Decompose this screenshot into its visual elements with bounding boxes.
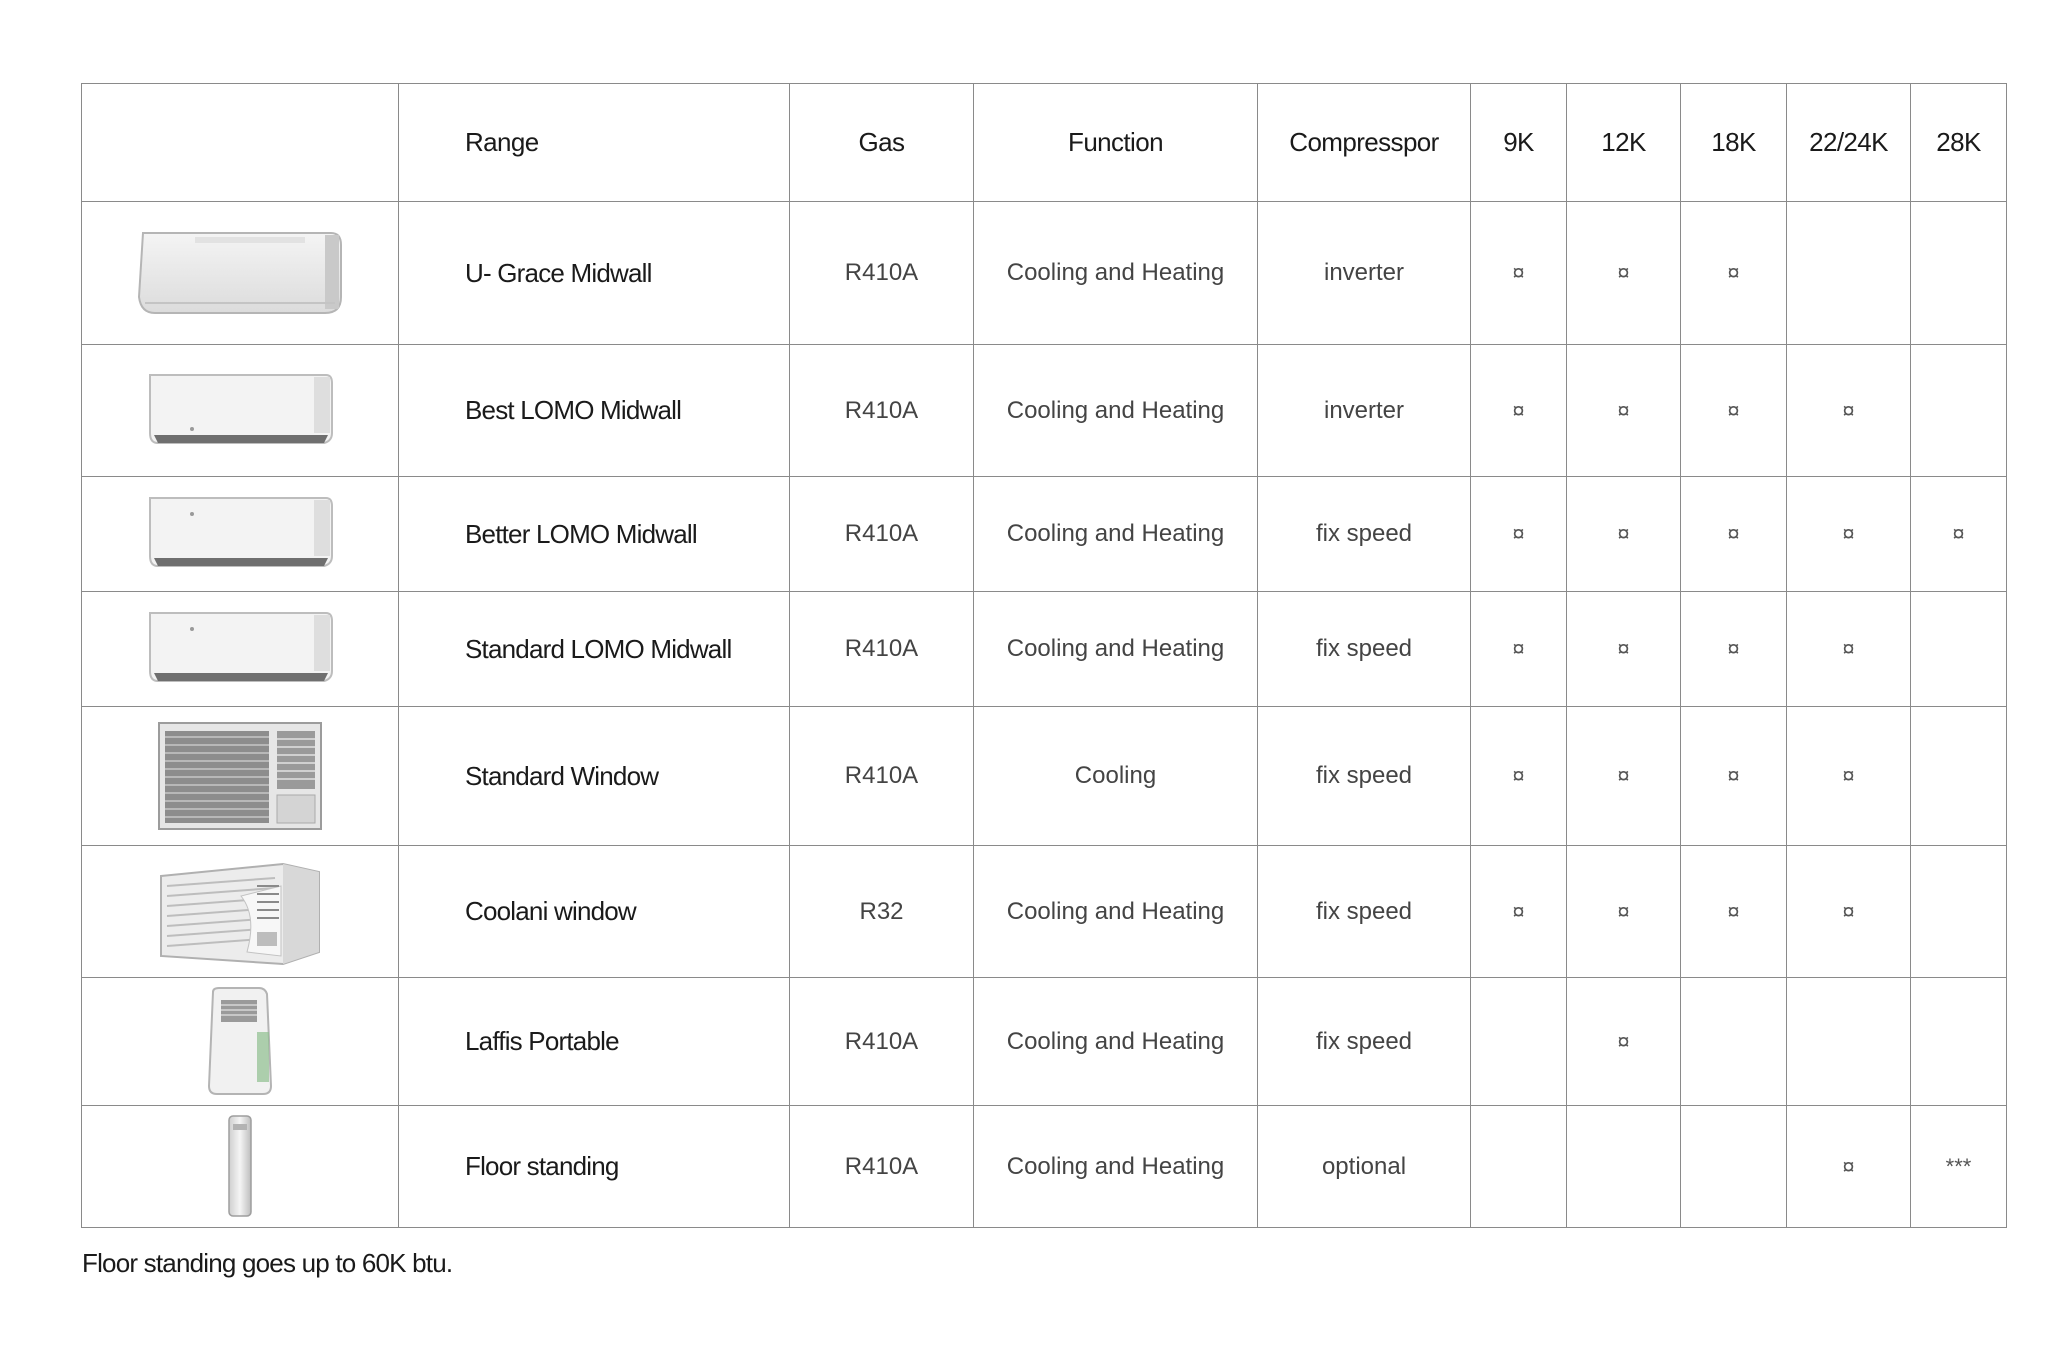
header-function: Function (974, 84, 1258, 202)
gas-value: R32 (790, 846, 974, 978)
capacity-28k-mark (1911, 592, 2007, 707)
function-value: Cooling and Heating (974, 202, 1258, 345)
window-unit-3d-icon (157, 856, 323, 968)
gas-value: R410A (790, 592, 974, 707)
gas-value: R410A (790, 345, 974, 477)
capacity-28k-mark (1911, 345, 2007, 477)
function-value: Cooling (974, 707, 1258, 846)
capacity-12k-mark: ¤ (1567, 707, 1681, 846)
table-row (82, 345, 2007, 477)
gas-value: R410A (790, 978, 974, 1106)
gas-value: R410A (790, 202, 974, 345)
capacity-22-24k-mark: ¤ (1787, 345, 1911, 477)
header-gas: Gas (790, 84, 974, 202)
capacity-18k-mark: ¤ (1681, 202, 1787, 345)
compressor-value: fix speed (1258, 592, 1471, 707)
compressor-value: fix speed (1258, 978, 1471, 1106)
product-image (82, 592, 399, 707)
table-row (82, 707, 2007, 846)
range-name: Standard LOMO Midwall (399, 592, 790, 707)
product-image (82, 477, 399, 592)
product-image (82, 707, 399, 846)
function-value: Cooling and Heating (974, 846, 1258, 978)
spec-table (81, 83, 2007, 1228)
capacity-18k-mark: ¤ (1681, 477, 1787, 592)
capacity-18k-mark: ¤ (1681, 707, 1787, 846)
table-row (82, 1106, 2007, 1228)
capacity-9k-mark: ¤ (1471, 592, 1567, 707)
capacity-28k-mark (1911, 846, 2007, 978)
table-row (82, 202, 2007, 345)
table-row (82, 592, 2007, 707)
function-value: Cooling and Heating (974, 592, 1258, 707)
product-image (82, 978, 399, 1106)
function-value: Cooling and Heating (974, 1106, 1258, 1228)
range-name: Standard Window (399, 707, 790, 846)
gas-value: R410A (790, 1106, 974, 1228)
capacity-9k-mark: ¤ (1471, 345, 1567, 477)
header-compressor: Compresspor (1258, 84, 1471, 202)
capacity-28k-mark (1911, 202, 2007, 345)
function-value: Cooling and Heating (974, 477, 1258, 592)
capacity-9k-mark (1471, 978, 1567, 1106)
portable-unit-icon (203, 986, 277, 1098)
capacity-22-24k-mark: ¤ (1787, 846, 1911, 978)
compressor-value: fix speed (1258, 846, 1471, 978)
capacity-9k-mark: ¤ (1471, 202, 1567, 345)
split-unit-icon (144, 371, 336, 451)
capacity-12k-mark: ¤ (1567, 202, 1681, 345)
header-28k: 28K (1911, 84, 2007, 202)
capacity-12k-mark: ¤ (1567, 592, 1681, 707)
gas-value: R410A (790, 477, 974, 592)
capacity-28k-mark (1911, 707, 2007, 846)
table-row (82, 978, 2007, 1106)
capacity-22-24k-mark (1787, 978, 1911, 1106)
header-9k: 9K (1471, 84, 1567, 202)
capacity-22-24k-mark (1787, 202, 1911, 345)
range-name: U- Grace Midwall (399, 202, 790, 345)
capacity-18k-mark (1681, 1106, 1787, 1228)
capacity-28k-mark (1911, 978, 2007, 1106)
capacity-22-24k-mark: ¤ (1787, 1106, 1911, 1228)
compressor-value: optional (1258, 1106, 1471, 1228)
range-name: Best LOMO Midwall (399, 345, 790, 477)
capacity-12k-mark: ¤ (1567, 345, 1681, 477)
compressor-value: fix speed (1258, 707, 1471, 846)
capacity-9k-mark: ¤ (1471, 846, 1567, 978)
capacity-18k-mark: ¤ (1681, 846, 1787, 978)
capacity-9k-mark: ¤ (1471, 477, 1567, 592)
range-name: Laffis Portable (399, 978, 790, 1106)
table-row (82, 477, 2007, 592)
range-name: Floor standing (399, 1106, 790, 1228)
capacity-12k-mark: ¤ (1567, 846, 1681, 978)
header-22-24k: 22/24K (1787, 84, 1911, 202)
function-value: Cooling and Heating (974, 978, 1258, 1106)
header-18k: 18K (1681, 84, 1787, 202)
header-12k: 12K (1567, 84, 1681, 202)
range-name: Better LOMO Midwall (399, 477, 790, 592)
header-image (82, 84, 399, 202)
capacity-22-24k-mark: ¤ (1787, 707, 1911, 846)
range-name: Coolani window (399, 846, 790, 978)
split-unit-icon (144, 609, 336, 689)
capacity-18k-mark: ¤ (1681, 345, 1787, 477)
capacity-9k-mark (1471, 1106, 1567, 1228)
capacity-22-24k-mark: ¤ (1787, 592, 1911, 707)
header-range: Range (399, 84, 790, 202)
compressor-value: inverter (1258, 345, 1471, 477)
floor-standing-unit-icon (225, 1114, 255, 1220)
capacity-18k-mark (1681, 978, 1787, 1106)
capacity-28k-mark: *** (1911, 1106, 2007, 1228)
capacity-12k-mark: ¤ (1567, 978, 1681, 1106)
capacity-28k-mark: ¤ (1911, 477, 2007, 592)
split-unit-icon (144, 494, 336, 574)
capacity-22-24k-mark: ¤ (1787, 477, 1911, 592)
capacity-12k-mark (1567, 1106, 1681, 1228)
header-row (82, 84, 2007, 202)
product-image (82, 846, 399, 978)
capacity-9k-mark: ¤ (1471, 707, 1567, 846)
split-unit-grace-icon (135, 227, 345, 319)
product-image (82, 1106, 399, 1228)
footnote: Floor standing goes up to 60K btu. (82, 1248, 453, 1278)
product-image (82, 345, 399, 477)
capacity-12k-mark: ¤ (1567, 477, 1681, 592)
capacity-18k-mark: ¤ (1681, 592, 1787, 707)
function-value: Cooling and Heating (974, 345, 1258, 477)
table-row (82, 846, 2007, 978)
product-image (82, 202, 399, 345)
gas-value: R410A (790, 707, 974, 846)
compressor-value: fix speed (1258, 477, 1471, 592)
compressor-value: inverter (1258, 202, 1471, 345)
window-unit-icon (157, 721, 323, 831)
